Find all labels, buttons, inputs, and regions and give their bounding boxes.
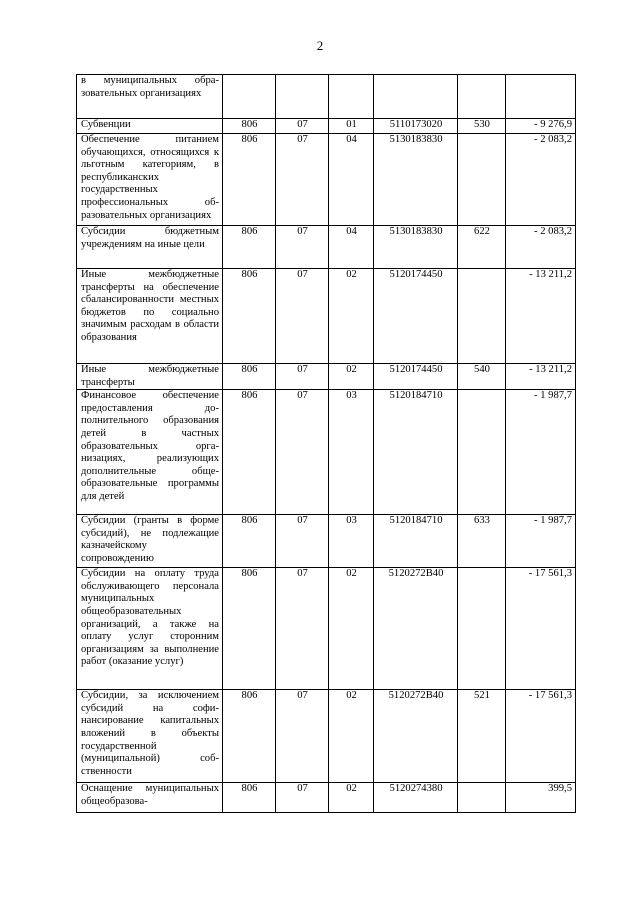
table-row <box>77 119 576 134</box>
row-expense-type: 540 <box>458 364 506 390</box>
table-row <box>77 515 576 568</box>
row-expense-type <box>458 75 506 119</box>
table-row <box>77 134 576 226</box>
row-section: 07 <box>276 390 329 515</box>
row-section: 07 <box>276 269 329 364</box>
row-section: 07 <box>276 226 329 269</box>
row-section: 07 <box>276 134 329 226</box>
row-subsection: 02 <box>329 269 374 364</box>
row-subsection: 03 <box>329 390 374 515</box>
row-target-article: 5120184710 <box>374 390 458 515</box>
table-row <box>77 568 576 690</box>
row-name: в муниципальных образовательных организациях <box>77 75 223 119</box>
table-row <box>77 364 576 390</box>
row-amount: - 2 083,2 <box>506 134 576 226</box>
row-amount: 399,5 <box>506 783 576 813</box>
row-name: Субсидии, за исключением субсидий на софинансирование капитальных вложений в объекты государственной (муниципальной) собственности <box>77 690 223 783</box>
row-expense-type <box>458 134 506 226</box>
row-section: 07 <box>276 364 329 390</box>
table-row <box>77 690 576 783</box>
row-expense-type <box>458 269 506 364</box>
row-target-article: 5120174450 <box>374 364 458 390</box>
row-grbs: 806 <box>223 690 276 783</box>
row-amount: - 17 561,3 <box>506 690 576 783</box>
row-name: Субсидии бюджетным учреждениям на иные цели <box>77 226 223 269</box>
row-section: 07 <box>276 568 329 690</box>
row-name: Иные межбюджетные трансферты на обеспечение сбалансированности местных бюджетов по социально значимым расходам в области образования <box>77 269 223 364</box>
row-name: Обеспечение питанием обучающихся, относящихся к льготным категориям, в республиканских государственных профессиональных образовательных организациях <box>77 134 223 226</box>
row-subsection: 02 <box>329 690 374 783</box>
table-row <box>77 269 576 364</box>
table-row <box>77 226 576 269</box>
row-name: Субсидии (гранты в форме субсидий), не подлежащие казначейскому сопровождению <box>77 515 223 568</box>
row-section: 07 <box>276 515 329 568</box>
row-subsection: 04 <box>329 226 374 269</box>
row-grbs: 806 <box>223 568 276 690</box>
row-grbs: 806 <box>223 226 276 269</box>
row-target-article: 5130183830 <box>374 134 458 226</box>
row-target-article: 5120272В40 <box>374 690 458 783</box>
table-row <box>77 783 576 813</box>
row-subsection: 02 <box>329 568 374 690</box>
row-name: Финансовое обеспечение предоставления дополнительного образования детей в частных образовательных организациях, реализующих дополнительные общеобразовательные программы для детей <box>77 390 223 515</box>
row-amount: - 9 276,9 <box>506 119 576 134</box>
row-amount: - 13 211,2 <box>506 364 576 390</box>
row-expense-type <box>458 568 506 690</box>
row-name: Иные межбюджетные трансферты <box>77 364 223 390</box>
row-name: Субсидии на оплату труда обслуживающего персонала муниципальных общеобразовательных организаций, а также на оплату услуг сторонним организациям за выполнение работ (оказание услуг) <box>77 568 223 690</box>
row-expense-type <box>458 390 506 515</box>
row-expense-type: 633 <box>458 515 506 568</box>
row-expense-type: 530 <box>458 119 506 134</box>
row-target-article: 5110173020 <box>374 119 458 134</box>
row-subsection: 04 <box>329 134 374 226</box>
row-section <box>276 75 329 119</box>
row-amount: - 1 987,7 <box>506 390 576 515</box>
row-target-article: 5120184710 <box>374 515 458 568</box>
row-subsection: 03 <box>329 515 374 568</box>
row-grbs: 806 <box>223 515 276 568</box>
row-amount: - 1 987,7 <box>506 515 576 568</box>
row-grbs: 806 <box>223 269 276 364</box>
row-amount: - 17 561,3 <box>506 568 576 690</box>
row-expense-type: 622 <box>458 226 506 269</box>
row-expense-type <box>458 783 506 813</box>
table-row <box>77 390 576 515</box>
row-target-article: 5120174450 <box>374 269 458 364</box>
row-section: 07 <box>276 783 329 813</box>
row-amount: - 13 211,2 <box>506 269 576 364</box>
row-name: Субвенции <box>77 119 223 134</box>
row-target-article: 5120274380 <box>374 783 458 813</box>
row-grbs: 806 <box>223 390 276 515</box>
row-subsection <box>329 75 374 119</box>
row-grbs: 806 <box>223 364 276 390</box>
row-grbs: 806 <box>223 119 276 134</box>
row-amount: - 2 083,2 <box>506 226 576 269</box>
row-grbs <box>223 75 276 119</box>
row-target-article <box>374 75 458 119</box>
row-target-article: 5130183830 <box>374 226 458 269</box>
table-row <box>77 75 576 119</box>
budget-table <box>76 74 576 813</box>
row-subsection: 02 <box>329 783 374 813</box>
row-grbs: 806 <box>223 134 276 226</box>
row-amount <box>506 75 576 119</box>
row-name: Оснащение муниципальных общеобразова- <box>77 783 223 813</box>
row-expense-type: 521 <box>458 690 506 783</box>
row-subsection: 02 <box>329 364 374 390</box>
row-target-article: 5120272В40 <box>374 568 458 690</box>
row-section: 07 <box>276 690 329 783</box>
row-subsection: 01 <box>329 119 374 134</box>
row-section: 07 <box>276 119 329 134</box>
page-number: 2 <box>316 38 324 53</box>
row-grbs: 806 <box>223 783 276 813</box>
